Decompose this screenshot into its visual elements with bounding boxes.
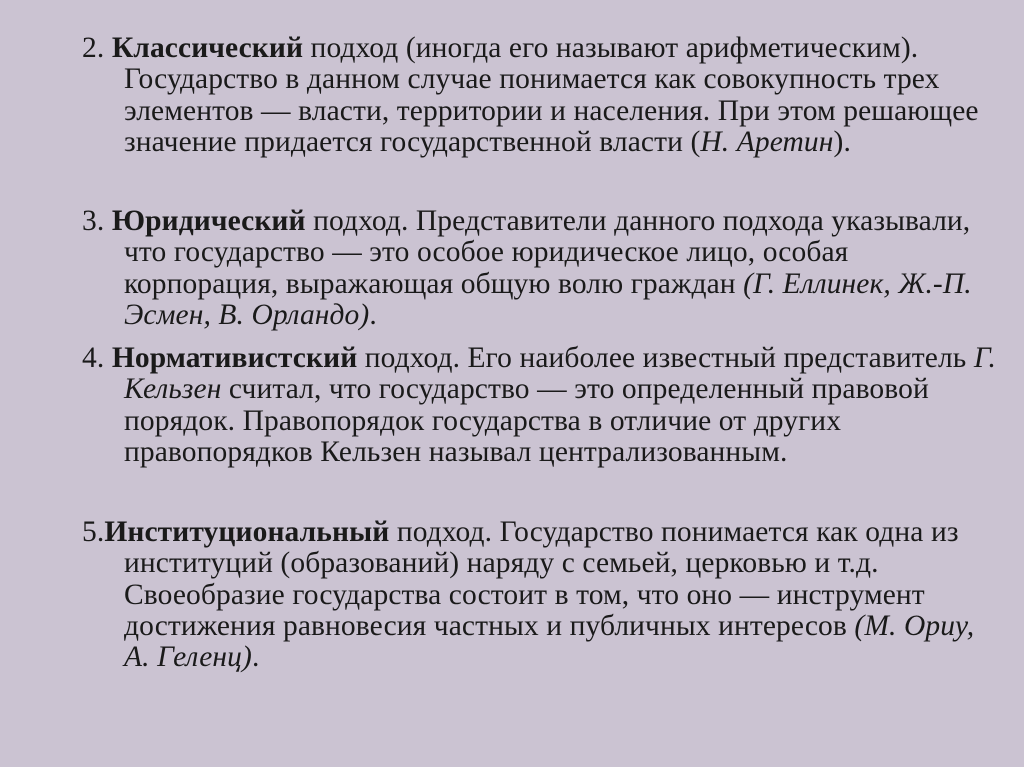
approach-item-juridical [82, 206, 1004, 331]
item-number: 5. [82, 516, 105, 548]
author-names: Н. Аретин [700, 125, 834, 158]
approach-description-end: . [369, 298, 377, 331]
approach-description-end: считал, что государство — это определенный правовой порядок. Правопорядок государства в отличие от других правопорядков Кельзен называл централизованным. [124, 373, 929, 468]
item-number: 2. [82, 32, 112, 64]
approach-term: Нормативистский [111, 342, 358, 374]
approach-description: подход. Государство понимается как одна из институций (образований) наряду с семьей, церковью и т.д. Своеобразие государства состоит в том, что оно — инструмент достижения равновесия частных и публичных интересов [124, 516, 959, 642]
approach-item-classical [82, 33, 1004, 158]
approach-term: Юридический [111, 205, 306, 237]
approach-description: подход (иногда его называют арифметическим). Государство в данном случае понимается как совокупность трех элементов — власти, территории и населения. При этом решающее значение придается государственной власти ( [124, 32, 979, 158]
approach-description-end: . [251, 641, 260, 674]
approach-description: подход. Представители данного подхода указывали, что государство — это особое юридическое лицо, особая корпорация, выражающая общую волю граждан [124, 205, 971, 300]
approach-item-normativist [82, 343, 1004, 468]
approach-item-institutional [82, 517, 1004, 673]
author-names: (Г. Еллинек, Ж.-П. Эсмен, В. Орландо) [124, 267, 972, 331]
approach-description-end: ). [833, 125, 851, 158]
item-number: 3. [82, 205, 112, 237]
author-names: (М. Ориу, А. Геленц) [124, 609, 975, 674]
item-number: 4. [82, 342, 112, 374]
approach-term: Институциональный [104, 516, 390, 548]
author-names: Г. Кельзен [124, 342, 996, 406]
approach-description: подход. Его наиболее известный представитель [357, 342, 974, 374]
approach-term: Классический [111, 32, 304, 64]
